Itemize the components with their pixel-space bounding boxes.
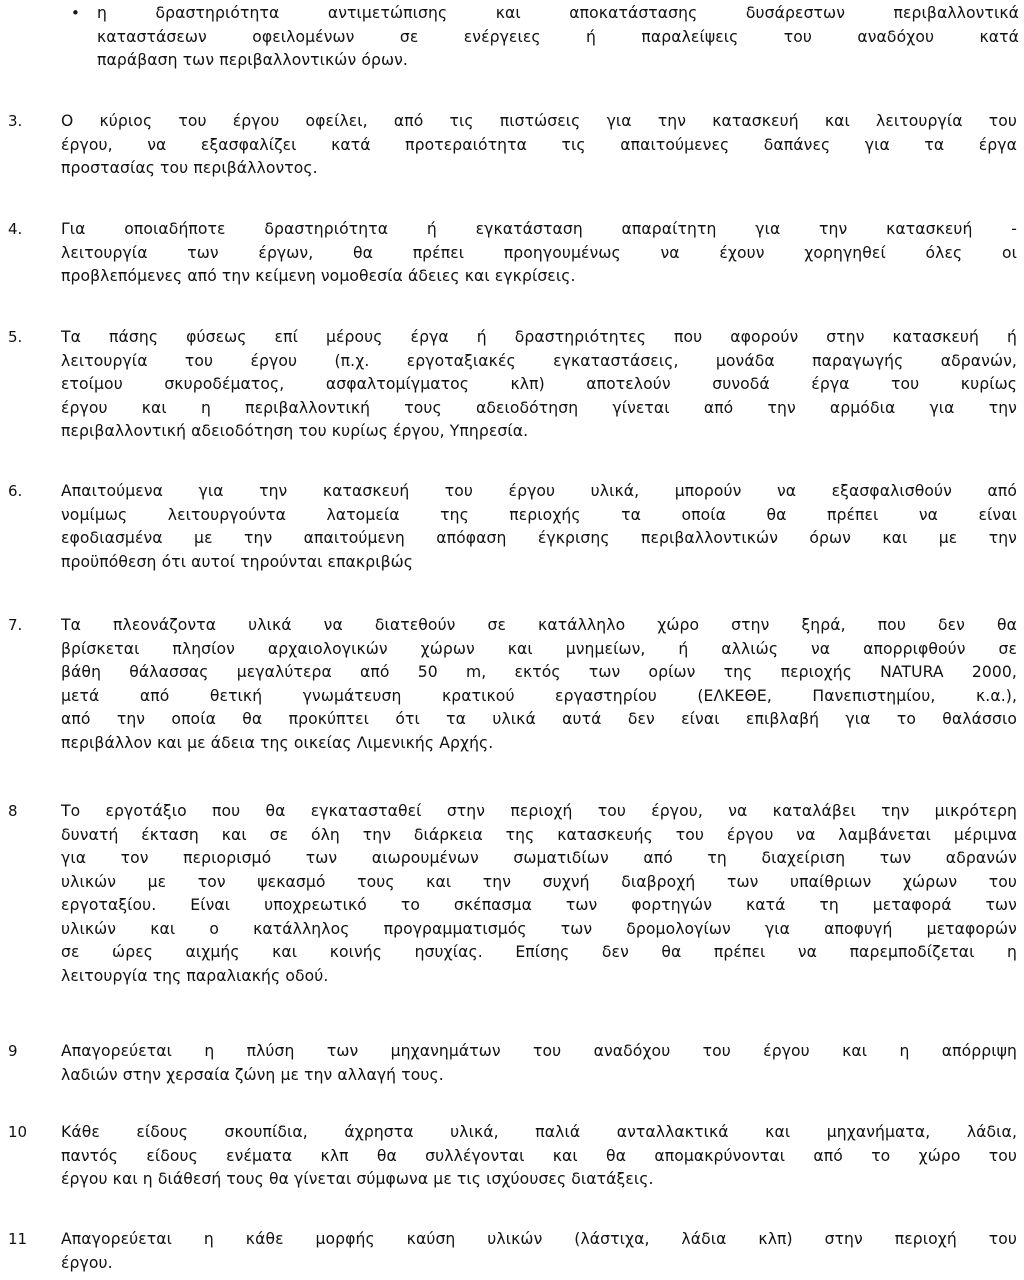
item-number: 6. [8, 482, 23, 500]
item-text [61, 110, 1017, 181]
item-line: Για οποιαδήποτε δραστηριότητα ή εγκατάσταση απαραίτητη για την κατασκευή - [61, 220, 1017, 238]
item-number: 3. [8, 112, 23, 130]
item-line: δυνατή έκταση και σε όλη την διάρκεια της κατασκευής του έργου να λαμβάνεται μέριμνα [61, 825, 1017, 844]
item-line: ετοίμου σκυροδέματος, ασφαλτομίγματος κλπ) αποτελούν συνοδά έργα του κυρίως [61, 375, 1017, 393]
item-line: από την οποία θα προκύπτει ότι τα υλικά αυτά δεν είναι επιβλαβή για το θαλάσσιο [61, 710, 1017, 728]
item-line: Κάθε είδους σκουπίδια, άχρηστα υλικά, παλιά ανταλλακτικά και μηχανήματα, λάδια, [61, 1123, 1017, 1141]
item-line: για τον περιορισμό των αιωρουμένων σωματιδίων από τη διαχείριση των αδρανών [61, 849, 1017, 867]
numbered-item-7 [0, 614, 1024, 758]
item-number: 8 [8, 802, 18, 820]
item-line: βάθη θάλασσας μεγαλύτερα από 50 m, εκτός των ορίων της περιοχής NATURA 2000, [61, 663, 1017, 681]
item-line: σε ώρες αιχμής και κοινής ησυχίας. Επίσης δεν θα πρέπει να παρεμποδίζεται η [61, 943, 1017, 961]
item-line: Απαγορεύεται η πλύση των μηχανημάτων του αναδόχου του έργου και η απόρριψη [61, 1042, 1017, 1060]
bullet-line-1: η δραστηριότητα αντιμετώπισης και αποκατάστασης δυσάρεστων περιβαλλοντικά [97, 4, 1019, 22]
item-line: λειτουργία της παραλιακής οδού. [61, 966, 329, 985]
item-line: Το εργοτάξιο που θα εγκατασταθεί στην περιοχή του έργου, να καταλάβει την μικρότερη [61, 802, 1017, 820]
item-text [61, 1228, 1017, 1275]
item-line: Απαιτούμενα για την κατασκευή του έργου υλικά, μπορούν να εξασφαλισθούν από [61, 482, 1017, 500]
bullet-line-2: καταστάσεων οφειλομένων σε ενέργειες ή παραλείψεις του αναδόχου κατά [97, 27, 1019, 46]
item-line: υλικών με τον ψεκασμό τους και την συχνή διαβροχή των υπαίθριων χώρων του [61, 872, 1017, 891]
bullet-item-text [97, 2, 1019, 73]
item-line: Τα πλεονάζοντα υλικά να διατεθούν σε κατάλληλο χώρο στην ξηρά, που δεν θα [61, 616, 1017, 634]
item-line: υλικών και ο κατάλληλος προγραμματισμός των δρομολογίων για αποφυγή μεταφορών [61, 919, 1017, 938]
numbered-item-3 [0, 110, 1024, 182]
numbered-item-9 [0, 1040, 1024, 1088]
item-line: νομίμως λειτουργούντα λατομεία της περιοχής τα οποία θα πρέπει να είναι [61, 505, 1017, 524]
item-line: Τα πάσης φύσεως επί μέρους έργα ή δραστηριότητες που αφορούν στην κατασκευή ή [61, 328, 1017, 346]
item-text [61, 614, 1017, 755]
item-line: προστασίας του περιβάλλοντος. [61, 159, 318, 177]
item-line: περιβάλλον και με άδεια της οικείας Λιμενικής Αρχής. [61, 733, 494, 752]
item-line: λαδιών στην χερσαία ζώνη με την αλλαγή τους. [61, 1065, 444, 1084]
item-number: 11 [8, 1230, 28, 1248]
bullet-symbol: • [71, 4, 80, 22]
item-line: έργου και η διάθεσή τους θα γίνεται σύμφωνα με τις ισχύουσες διατάξεις. [61, 1170, 654, 1188]
numbered-item-11 [0, 1228, 1024, 1276]
bullet-list-item [0, 2, 1024, 74]
item-text [61, 480, 1017, 574]
numbered-item-8 [0, 800, 1024, 992]
item-line: έργου και η περιβαλλοντική τους αδειοδότηση γίνεται από την αρμόδια για την [61, 398, 1017, 417]
item-line: έργου, να εξασφαλίζει κατά προτεραιότητα τις απαιτούμενες δαπάνες για τα έργα [61, 135, 1017, 154]
item-line: λειτουργία των έργων, θα πρέπει προηγουμένως να έχουν χορηγηθεί όλες οι [61, 243, 1017, 262]
item-line: εργοταξίου. Είναι υποχρεωτικό το σκέπασμα των φορτηγών κατά τη μεταφορά των [61, 896, 1017, 914]
item-number: 4. [8, 220, 23, 238]
item-number: 9 [8, 1042, 18, 1060]
item-line: λειτουργία του έργου (π.χ. εργοταξιακές εγκαταστάσεις, μονάδα παραγωγής αδρανών, [61, 351, 1017, 370]
item-text [61, 800, 1017, 988]
item-text [61, 1040, 1017, 1087]
item-line: προϋπόθεση ότι αυτοί τηρούνται επακριβώς [61, 552, 414, 571]
item-text [61, 1121, 1017, 1192]
bullet-line-3: παράβαση των περιβαλλοντικών όρων. [97, 51, 408, 69]
numbered-item-10 [0, 1121, 1024, 1193]
item-text [61, 218, 1017, 289]
item-line: Απαγορεύεται η κάθε μορφής καύση υλικών (λάστιχα, λάδια κλπ) στην περιοχή του [61, 1230, 1017, 1248]
item-line: περιβαλλοντική αδειοδότηση του κυρίως έργου, Υπηρεσία. [61, 422, 529, 440]
item-line: Ο κύριος του έργου οφείλει, από τις πιστώσεις για την κατασκευή και λειτουργία του [61, 112, 1017, 130]
item-line: εφοδιασμένα με την απαιτούμενη απόφαση έγκρισης περιβαλλοντικών όρων και με την [61, 529, 1017, 547]
item-number: 7. [8, 616, 23, 634]
item-number: 5. [8, 328, 23, 346]
numbered-item-6 [0, 480, 1024, 576]
numbered-item-4 [0, 218, 1024, 290]
item-number: 10 [8, 1123, 28, 1141]
item-line: παντός είδους ενέματα κλπ θα συλλέγονται και θα απομακρύνονται από το χώρο του [61, 1146, 1017, 1165]
item-line: μετά από θετική γνωμάτευση κρατικού εργαστηρίου (ΕΛΚΕΘΕ, Πανεπιστημίου, κ.α.), [61, 686, 1017, 705]
item-line: βρίσκεται πλησίον αρχαιολογικών χώρων και μνημείων, ή αλλιώς να απορριφθούν σε [61, 639, 1017, 658]
item-text [61, 326, 1017, 444]
item-line: έργου. [61, 1253, 113, 1272]
item-line: προβλεπόμενες από την κείμενη νομοθεσία άδειες και εγκρίσεις. [61, 267, 576, 285]
numbered-item-5 [0, 326, 1024, 446]
